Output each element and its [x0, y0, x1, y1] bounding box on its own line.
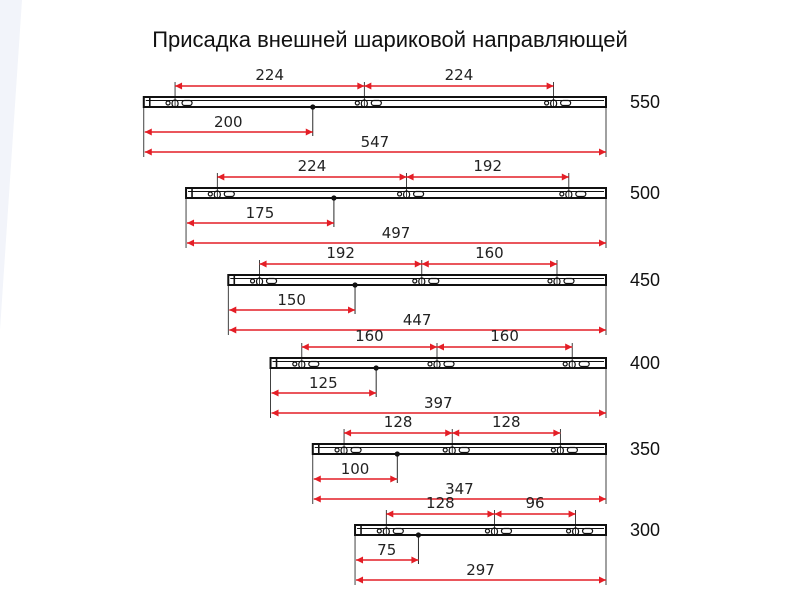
rail-group-300	[355, 494, 660, 585]
rail-body	[186, 188, 606, 198]
rail-group-450	[228, 244, 660, 335]
fixing-point-dot	[310, 104, 315, 109]
overall-dimension-label: 447	[402, 311, 432, 329]
rail-length-label: 350	[630, 439, 661, 459]
fixing-point-dot	[352, 282, 357, 287]
point-dimension-label: 150	[277, 291, 306, 309]
rail-body	[271, 358, 606, 368]
spacing-dimension-label: 96	[525, 494, 545, 512]
fixing-point-dot	[416, 532, 421, 537]
point-dimension-label: 100	[340, 460, 370, 478]
overall-dimension-label: 297	[466, 561, 495, 579]
spacing-dimension-label: 192	[326, 244, 355, 262]
fixing-point-dot	[374, 365, 379, 370]
rail-group-550	[144, 66, 660, 157]
spacing-dimension-label: 224	[255, 66, 285, 84]
overall-dimension-label: 547	[360, 133, 390, 151]
point-dimension-label: 75	[377, 541, 397, 559]
rail-length-label: 400	[630, 353, 661, 373]
spacing-dimension-label: 128	[383, 413, 413, 431]
overall-dimension-label: 497	[381, 224, 411, 242]
rail-group-500	[186, 157, 660, 248]
background-shape	[0, 0, 22, 330]
point-dimension-label: 125	[309, 374, 338, 392]
spacing-dimension-label: 128	[491, 413, 521, 431]
spacing-dimension-label: 160	[475, 244, 504, 262]
point-dimension-label: 200	[213, 113, 243, 131]
rail-length-label: 300	[630, 520, 661, 540]
overall-dimension-label: 397	[423, 394, 453, 412]
spacing-dimension-label: 128	[426, 494, 455, 512]
rail-length-label: 500	[630, 183, 661, 203]
rails-layer	[144, 66, 660, 585]
fixing-point-dot	[395, 451, 400, 456]
diagram-title: Присадка внешней шариковой направляющей	[152, 27, 628, 52]
rail-length-label: 550	[630, 92, 661, 112]
overall-dimension-label: 347	[445, 480, 474, 498]
point-dimension-label: 175	[245, 204, 275, 222]
spacing-dimension-label: 160	[355, 327, 384, 345]
rail-group-350	[313, 413, 660, 504]
spacing-dimension-label: 224	[444, 66, 474, 84]
rail-group-400	[271, 327, 661, 418]
spacing-dimension-label: 160	[490, 327, 519, 345]
rail-length-label: 450	[630, 270, 661, 290]
spacing-dimension-label: 192	[473, 157, 503, 175]
spacing-dimension-label: 224	[297, 157, 327, 175]
fixing-point-dot	[331, 195, 336, 200]
